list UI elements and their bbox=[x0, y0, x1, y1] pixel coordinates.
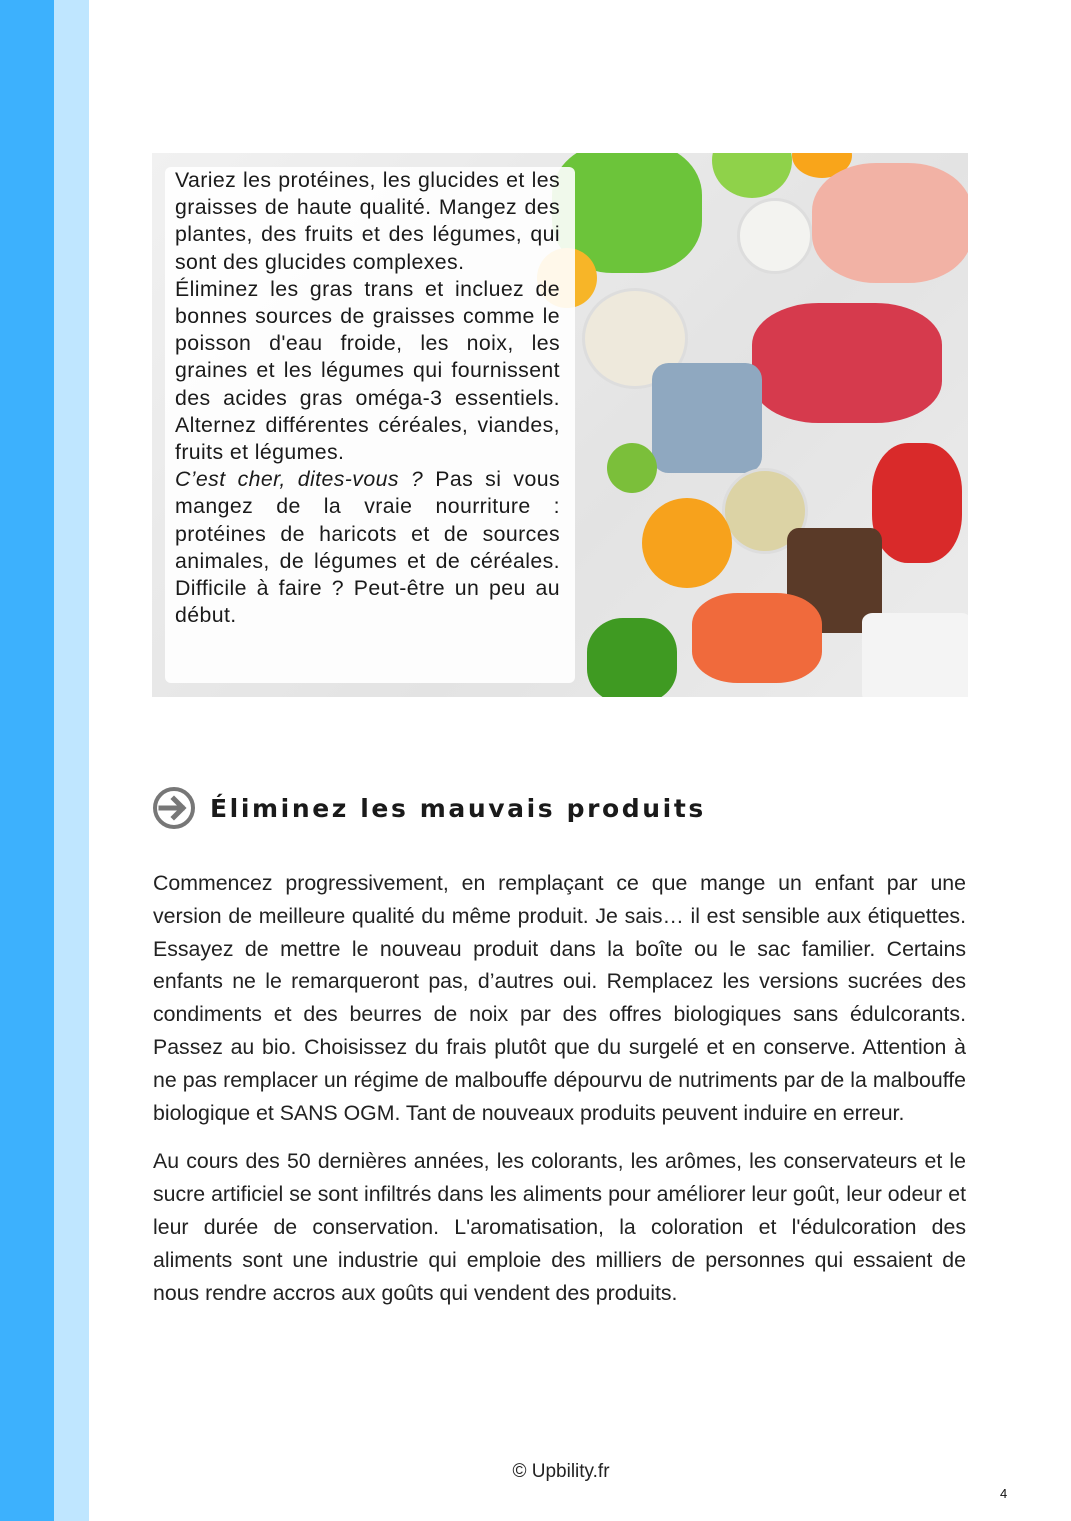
body-paragraph: Au cours des 50 dernières années, les colorants, les arômes, les conservateurs et le sucre artificiel se sont infiltrés dans les aliments pour améliorer leur goût, leur odeur et leur durée de conservation. L'aromatisation, la coloration et l'édulcoration des aliments sont une industrie qui emploie des milliers de personnes qui essaient de nous rendre accros aux goûts qui vendent des produits. bbox=[153, 1149, 966, 1305]
beans-bowl-image bbox=[737, 198, 813, 274]
eggs-image bbox=[652, 363, 762, 473]
footer-copyright: © Upbility.fr bbox=[512, 1461, 610, 1482]
apple-image bbox=[712, 153, 792, 198]
arrow-circle-icon bbox=[152, 786, 196, 830]
salmon-image bbox=[692, 593, 822, 683]
orange-slice-image bbox=[642, 498, 732, 588]
section-title: Éliminez les mauvais produits bbox=[210, 793, 706, 823]
cheese-image bbox=[862, 613, 968, 697]
meat-image bbox=[752, 303, 942, 423]
overlay-text-end: Pas si vous mangez de la vraie nourriture : protéines de haricots et de sources animales, de légumes et de céréales. Difficile à faire ? Peut-être un peu au début. bbox=[175, 467, 560, 628]
sidebar-stripe-dark bbox=[0, 0, 54, 1521]
section-heading bbox=[152, 786, 706, 830]
pepper-image bbox=[587, 618, 677, 697]
overlay-paragraph bbox=[175, 466, 560, 629]
page-number: 4 bbox=[1000, 1486, 1008, 1501]
food-photo bbox=[152, 153, 968, 697]
overlay-paragraph: Variez les protéines, les glucides et les graisses de haute qualité. Mangez des plantes, des fruits et des légumes, qui sont des glucides complexes. bbox=[175, 168, 560, 274]
overlay-paragraph: Éliminez les gras trans et incluez de bonnes sources de graisses comme le poisson d'eau froide, les noix, les graines et les légumes qui fournissent des acides gras oméga-3 essentiels. Alternez différentes céréales, viandes, fruits et légumes. bbox=[175, 276, 560, 465]
body-paragraph: Commencez progressivement, en remplaçant ce que mange un enfant par une version de meilleure qualité du même produit. Je sais… il est sensible aux étiquettes. Essayez de mettre le nouveau produit dans la boîte ou le sac familier. Certains enfants ne le remarqueront pas, d’autres oui. Remplacez les versions sucrées des condiments et des beurres de noix par des offres biologiques sans édulcorants. Passez au bio. Choisissez du frais plutôt que du surgelé et en conserve. Attention à ne pas remplacer un régime de malbouffe dépourvu de nutriments par de la malbouffe biologique et SANS OGM. Tant de nouveaux produits peuvent induire en erreur. bbox=[153, 871, 966, 1125]
chicken-image bbox=[812, 163, 968, 283]
section-body bbox=[153, 867, 966, 1325]
kiwi-image bbox=[607, 443, 657, 493]
overlay-text bbox=[175, 167, 560, 629]
overlay-italic: C’est cher, dites-vous ? bbox=[175, 467, 424, 492]
sidebar-stripe-light bbox=[54, 0, 89, 1521]
tomatoes-image bbox=[872, 443, 962, 563]
